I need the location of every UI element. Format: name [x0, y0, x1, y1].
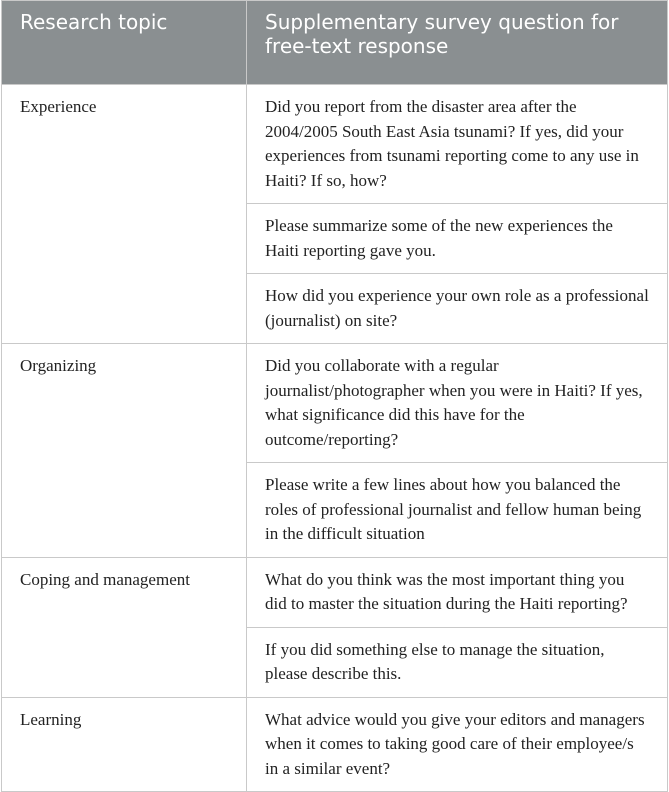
topic-cell: Learning — [2, 697, 247, 792]
topic-cell: Experience — [2, 85, 247, 344]
question-cell: Did you report from the disaster area after the 2004/2005 South East Asia tsunami? If yes, did your experiences from tsunami reporting come to any use in Haiti? If so, how? — [247, 85, 668, 204]
table-row — [2, 85, 668, 204]
topic-cell: Organizing — [2, 344, 247, 558]
survey-questions-table — [1, 0, 668, 792]
table-row — [2, 697, 668, 792]
header-survey-question: Supplementary survey question for free-text response — [247, 1, 668, 85]
table-row — [2, 557, 668, 627]
question-cell: How did you experience your own role as a professional (journalist) on site? — [247, 274, 668, 344]
header-research-topic: Research topic — [2, 1, 247, 85]
question-cell: What advice would you give your editors and managers when it comes to taking good care of their employee/s in a similar event? — [247, 697, 668, 792]
header-row — [2, 1, 668, 85]
question-cell: Please summarize some of the new experiences the Haiti reporting gave you. — [247, 204, 668, 274]
question-cell: If you did something else to manage the situation, please describe this. — [247, 627, 668, 697]
question-cell: Please write a few lines about how you balanced the roles of professional journalist and fellow human being in the difficult situation — [247, 463, 668, 558]
table-row — [2, 344, 668, 463]
topic-cell: Coping and management — [2, 557, 247, 697]
question-cell: What do you think was the most important thing you did to master the situation during the Haiti reporting? — [247, 557, 668, 627]
question-cell: Did you collaborate with a regular journalist/photographer when you were in Haiti? If yes, what significance did this have for the outcome/reporting? — [247, 344, 668, 463]
